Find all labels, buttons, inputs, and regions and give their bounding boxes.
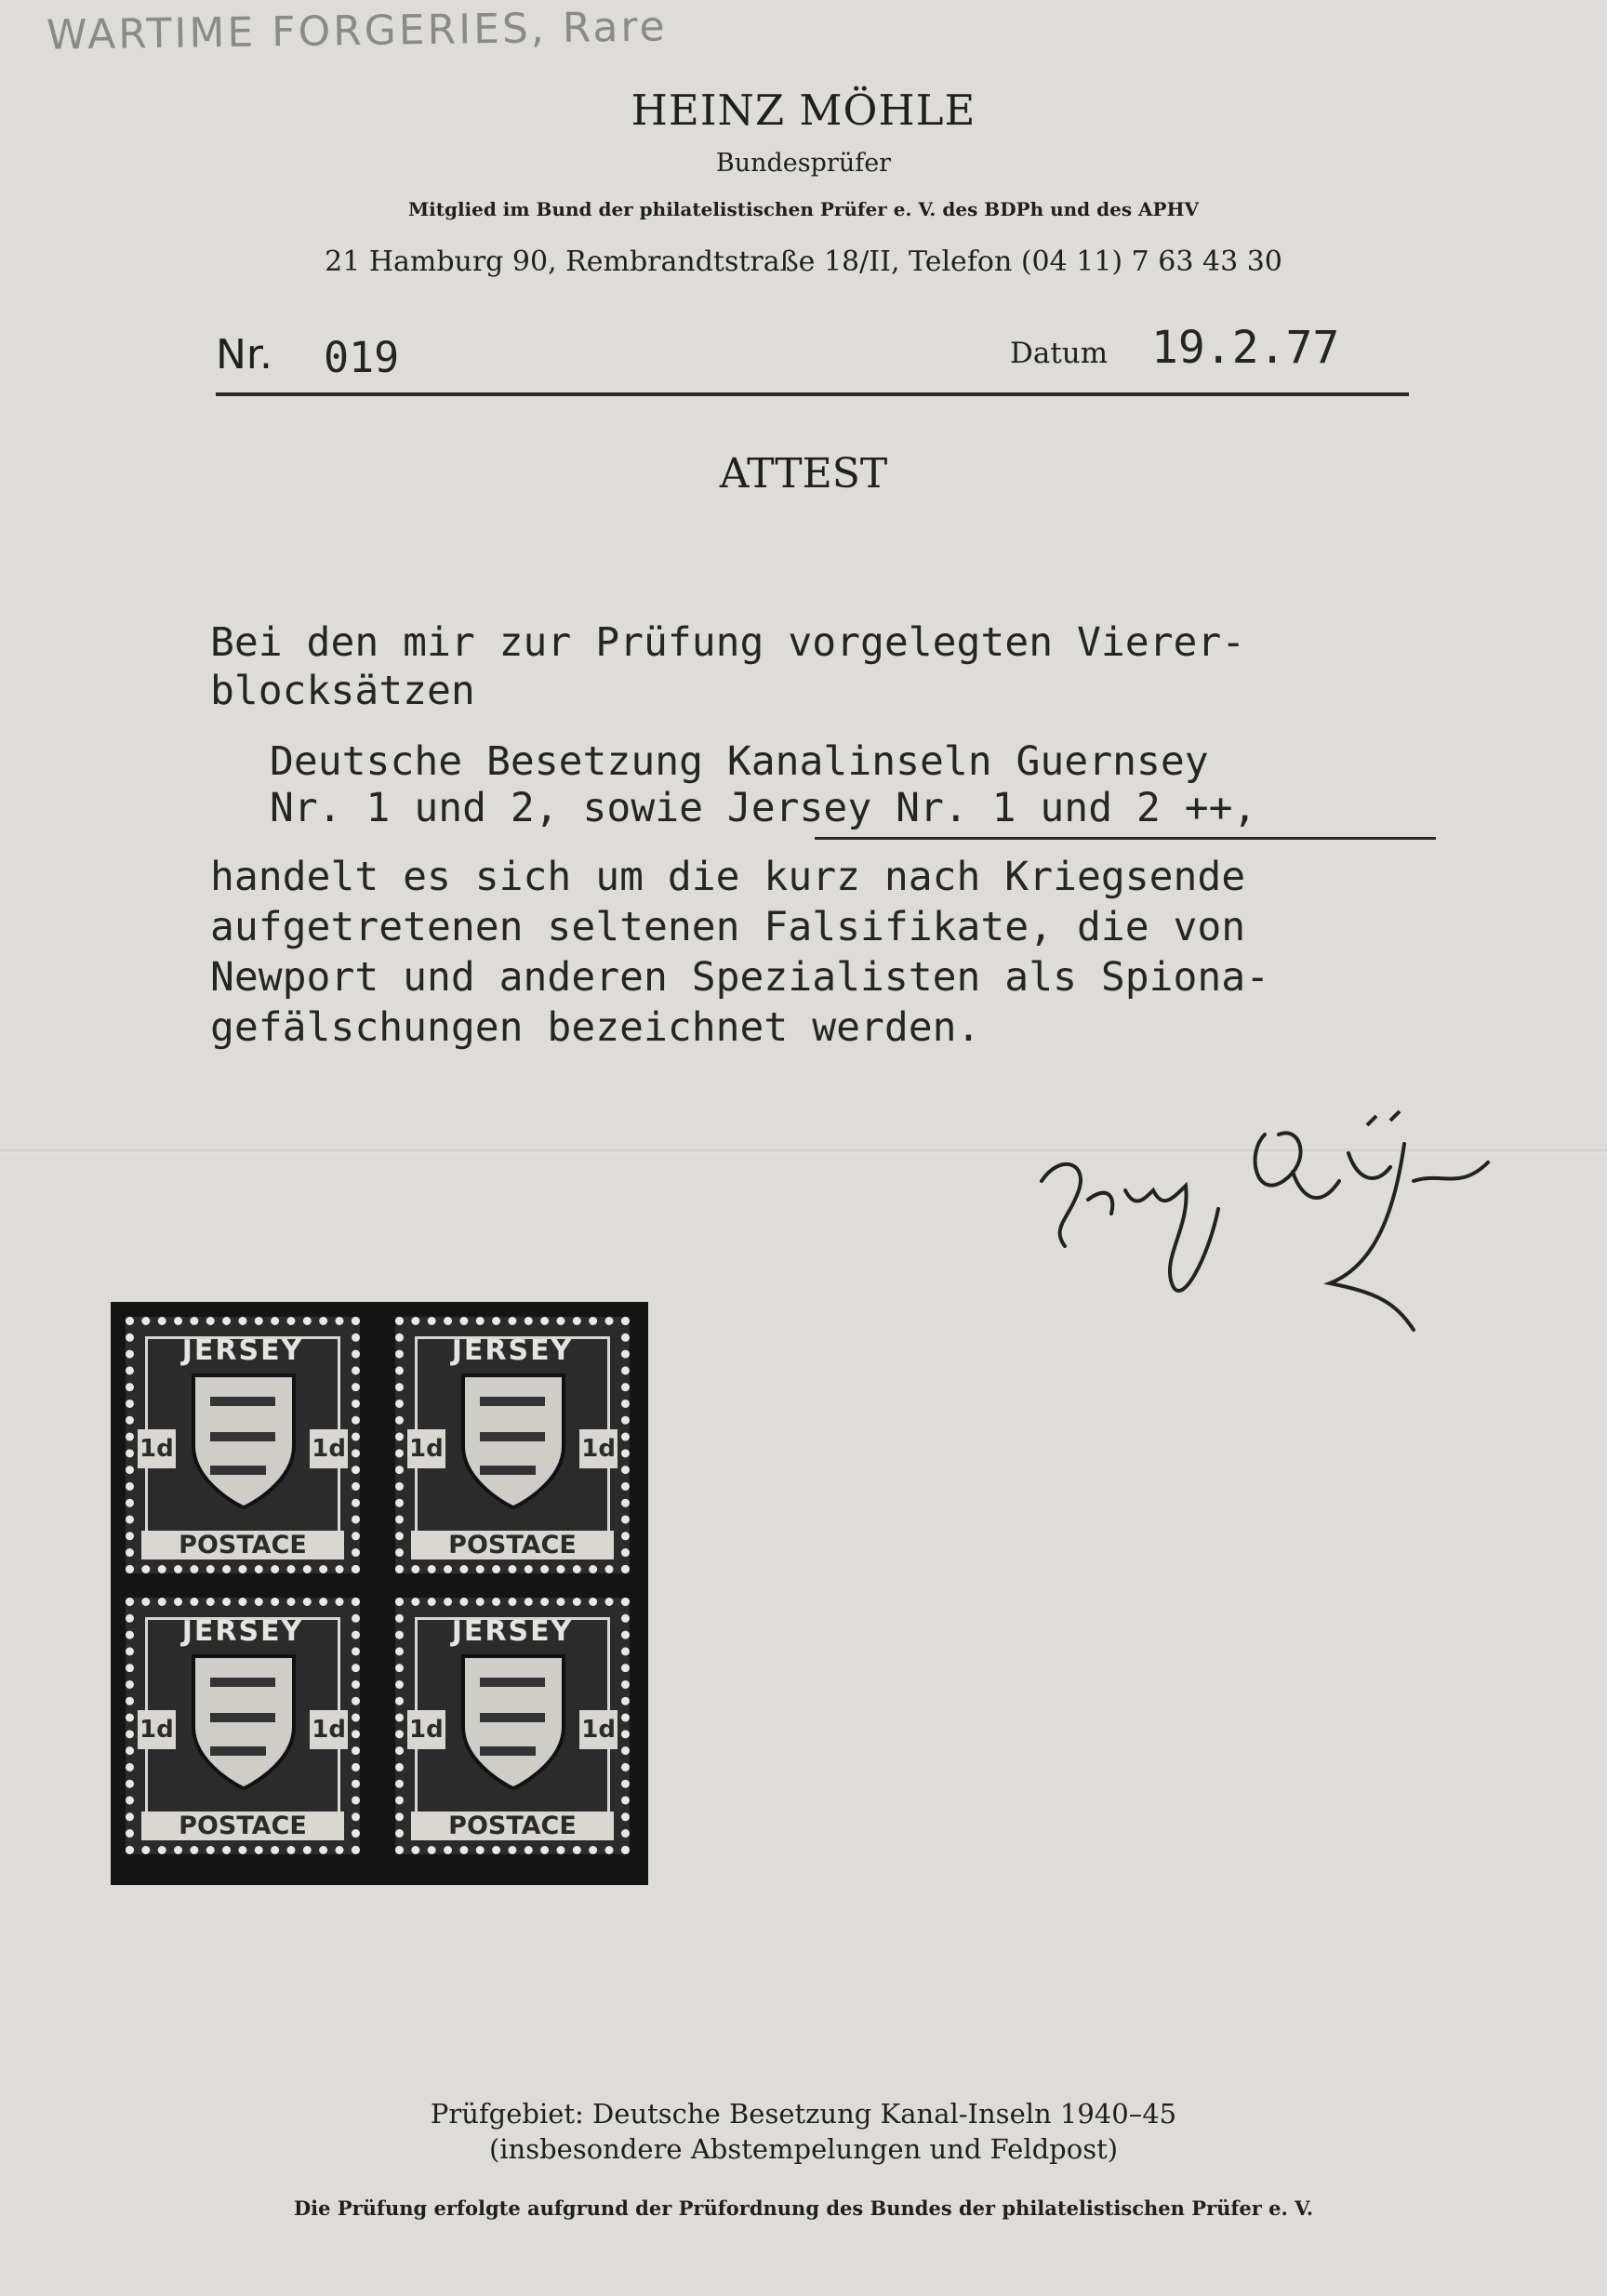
underline-jersey: [815, 837, 1436, 840]
handwritten-note: WARTIME FORGERIES, Rare: [46, 3, 668, 60]
stamp-value: 1d: [579, 1710, 618, 1749]
stamp-label: POSTACE: [141, 1531, 344, 1559]
letterhead-name: HEINZ MÖHLE: [631, 86, 976, 135]
stamp-value: 1d: [138, 1429, 176, 1468]
jersey-arms-icon: [459, 1372, 567, 1511]
stamp-bottom-left: [126, 1598, 360, 1854]
certificate-nr-value: 019: [324, 333, 400, 382]
jersey-arms-icon: [190, 1372, 298, 1511]
body-line-3: Deutsche Besetzung Kanalinseln Guernsey: [270, 738, 1209, 785]
stamp-country: JERSEY: [181, 1334, 304, 1367]
letterhead-membership: Mitglied im Bund der philatelistischen Prüfer e. V. des BDPh und des APHV: [407, 198, 1200, 220]
stamp-country: JERSEY: [451, 1615, 574, 1648]
footer-line-1: Prüfgebiet: Deutsche Besetzung Kanal-Inseln 1940–45: [430, 2098, 1177, 2130]
certificate-date-label: Datum: [1010, 337, 1109, 370]
body-line-1: Bei den mir zur Prüfung vorgelegten Vierer-: [210, 619, 1246, 666]
header-rule: [216, 392, 1409, 396]
stamp-label: POSTACE: [411, 1812, 614, 1840]
footer-line-2: (insbesondere Abstempelungen und Feldpost): [488, 2133, 1119, 2165]
stamp-country: JERSEY: [181, 1615, 304, 1648]
letterhead-role: Bundesprüfer: [715, 149, 892, 178]
stamp-value: 1d: [407, 1710, 445, 1749]
stamp-value: 1d: [407, 1429, 445, 1468]
body-line-6: aufgetretenen seltenen Falsifikate, die von: [210, 904, 1246, 950]
certificate-nr-label: Nr.: [216, 331, 272, 378]
stamp-top-left: [126, 1317, 360, 1573]
body-line-8: gefälschungen bezeichnet werden.: [210, 1004, 981, 1051]
footer-line-3: Die Prüfung erfolgte aufgrund der Prüfordnung des Bundes der philatelistischen Prüfer e. V.: [293, 2196, 1314, 2220]
certificate-title: ATTEST: [719, 450, 888, 498]
jersey-arms-icon: [459, 1652, 567, 1792]
certificate-date-value: 19.2.77: [1151, 322, 1340, 374]
stamp-value: 1d: [138, 1710, 176, 1749]
stamp-bottom-right: [395, 1598, 630, 1854]
body-line-4: Nr. 1 und 2, sowie Jersey Nr. 1 und 2 ++,: [270, 785, 1257, 831]
body-line-7: Newport und anderen Spezialisten als Spiona-: [210, 954, 1270, 1001]
stamp-value: 1d: [310, 1710, 348, 1749]
stamp-country: JERSEY: [451, 1334, 574, 1367]
letterhead-address: 21 Hamburg 90, Rembrandtstraße 18/II, Telefon (04 11) 7 63 43 30: [325, 246, 1282, 278]
body-line-2: blocksätzen: [210, 668, 475, 714]
body-line-5: handelt es sich um die kurz nach Kriegsende: [210, 854, 1246, 900]
signature-image: [1023, 1097, 1544, 1339]
stamp-value: 1d: [310, 1429, 348, 1468]
stamp-label: POSTACE: [411, 1531, 614, 1559]
stamp-top-right: [395, 1317, 630, 1573]
stamp-label: POSTACE: [141, 1812, 344, 1840]
stamp-block-of-four: [111, 1302, 648, 1885]
stamp-value: 1d: [579, 1429, 618, 1468]
jersey-arms-icon: [190, 1652, 298, 1792]
